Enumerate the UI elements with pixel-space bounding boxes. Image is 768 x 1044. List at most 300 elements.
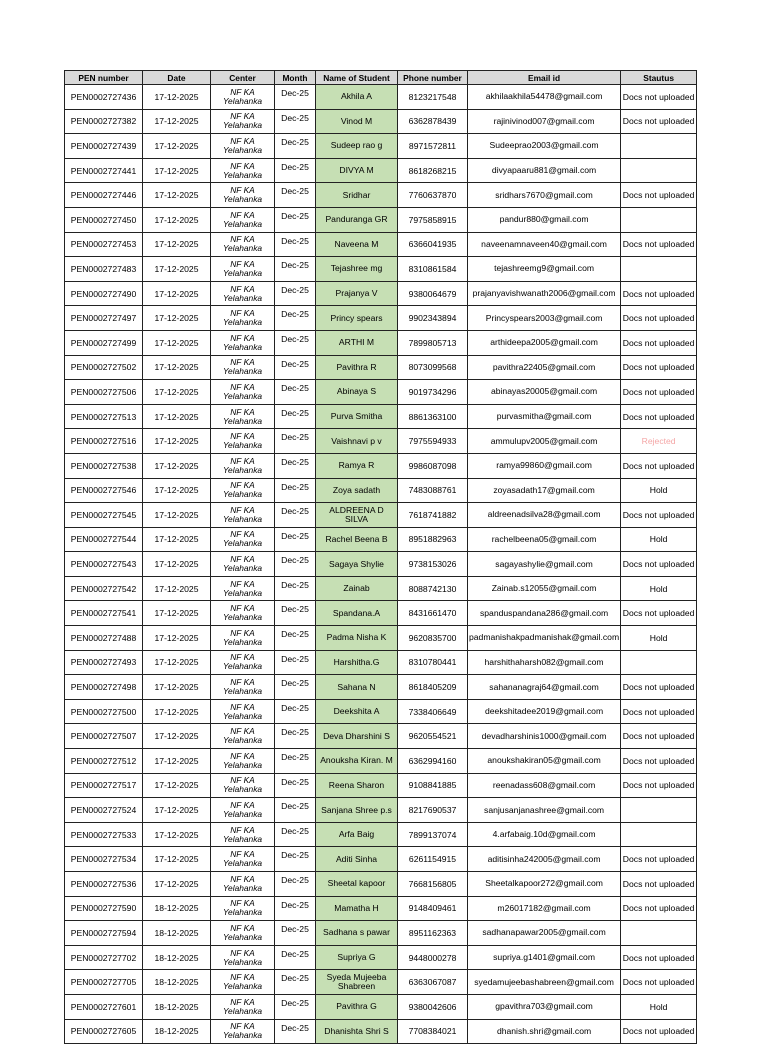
email-cell[interactable]: purvasmitha@gmail.com [468,404,621,429]
pen-number-cell[interactable]: PEN0002727524 [65,798,143,823]
month-cell[interactable]: Dec-25 [275,453,316,478]
student-name-cell[interactable]: Harshitha.G [316,650,398,675]
month-cell[interactable]: Dec-25 [275,257,316,282]
date-cell[interactable]: 17-12-2025 [143,281,211,306]
month-cell[interactable]: Dec-25 [275,921,316,946]
status-cell[interactable]: Docs not uploaded [621,847,697,872]
center-cell[interactable]: NF KA Yelahanka [211,158,275,183]
status-cell[interactable]: Docs not uploaded [621,355,697,380]
pen-number-cell[interactable]: PEN0002727499 [65,330,143,355]
email-cell[interactable]: Sheetalkapoor272@gmail.com [468,872,621,897]
status-cell[interactable]: Docs not uploaded [621,699,697,724]
phone-number-cell[interactable]: 7618741882 [398,503,468,528]
center-cell[interactable]: NF KA Yelahanka [211,85,275,110]
student-name-cell[interactable]: Prajanya V [316,281,398,306]
header-status[interactable]: Stautus [621,71,697,85]
email-cell[interactable]: sahananagraj64@gmail.com [468,675,621,700]
center-cell[interactable]: NF KA Yelahanka [211,478,275,503]
date-cell[interactable]: 17-12-2025 [143,822,211,847]
status-cell[interactable]: Hold [621,994,697,1019]
email-cell[interactable]: Princyspears2003@gmail.com [468,306,621,331]
status-cell[interactable]: Docs not uploaded [621,109,697,134]
center-cell[interactable]: NF KA Yelahanka [211,257,275,282]
student-name-cell[interactable]: Padma Nisha K [316,626,398,651]
phone-number-cell[interactable]: 8431661470 [398,601,468,626]
status-cell[interactable]: Docs not uploaded [621,330,697,355]
email-cell[interactable]: ammulupv2005@gmail.com [468,429,621,454]
center-cell[interactable]: NF KA Yelahanka [211,626,275,651]
student-name-cell[interactable]: Zainab [316,576,398,601]
email-cell[interactable]: gpavithra703@gmail.com [468,994,621,1019]
pen-number-cell[interactable]: PEN0002727513 [65,404,143,429]
header-center[interactable]: Center [211,71,275,85]
pen-number-cell[interactable]: PEN0002727594 [65,921,143,946]
pen-number-cell[interactable]: PEN0002727546 [65,478,143,503]
student-name-cell[interactable]: Supriya G [316,945,398,970]
pen-number-cell[interactable]: PEN0002727545 [65,503,143,528]
center-cell[interactable]: NF KA Yelahanka [211,798,275,823]
month-cell[interactable]: Dec-25 [275,207,316,232]
student-name-cell[interactable]: Vinod M [316,109,398,134]
date-cell[interactable]: 17-12-2025 [143,650,211,675]
month-cell[interactable]: Dec-25 [275,306,316,331]
phone-number-cell[interactable]: 9448000278 [398,945,468,970]
date-cell[interactable]: 18-12-2025 [143,921,211,946]
pen-number-cell[interactable]: PEN0002727542 [65,576,143,601]
month-cell[interactable]: Dec-25 [275,724,316,749]
center-cell[interactable]: NF KA Yelahanka [211,380,275,405]
student-name-cell[interactable]: Dhanishta Shri S [316,1019,398,1044]
status-cell[interactable]: Docs not uploaded [621,281,697,306]
email-cell[interactable]: zoyasadath17@gmail.com [468,478,621,503]
date-cell[interactable]: 17-12-2025 [143,355,211,380]
email-cell[interactable]: spanduspandana286@gmail.com [468,601,621,626]
header-month[interactable]: Month [275,71,316,85]
date-cell[interactable]: 17-12-2025 [143,232,211,257]
status-cell[interactable] [621,134,697,159]
phone-number-cell[interactable]: 6366041935 [398,232,468,257]
student-name-cell[interactable]: Sheetal kapoor [316,872,398,897]
email-cell[interactable]: ramya99860@gmail.com [468,453,621,478]
pen-number-cell[interactable]: PEN0002727450 [65,207,143,232]
status-cell[interactable] [621,798,697,823]
phone-number-cell[interactable]: 9738153026 [398,552,468,577]
date-cell[interactable]: 17-12-2025 [143,257,211,282]
pen-number-cell[interactable]: PEN0002727446 [65,183,143,208]
month-cell[interactable]: Dec-25 [275,773,316,798]
pen-number-cell[interactable]: PEN0002727493 [65,650,143,675]
student-name-cell[interactable]: Sridhar [316,183,398,208]
phone-number-cell[interactable]: 9148409461 [398,896,468,921]
status-cell[interactable]: Docs not uploaded [621,453,697,478]
center-cell[interactable]: NF KA Yelahanka [211,847,275,872]
phone-number-cell[interactable]: 9019734296 [398,380,468,405]
phone-number-cell[interactable]: 7760637870 [398,183,468,208]
status-cell[interactable] [621,257,697,282]
phone-number-cell[interactable]: 8088742130 [398,576,468,601]
status-cell[interactable]: Docs not uploaded [621,85,697,110]
phone-number-cell[interactable]: 7899805713 [398,330,468,355]
date-cell[interactable]: 17-12-2025 [143,773,211,798]
pen-number-cell[interactable]: PEN0002727453 [65,232,143,257]
center-cell[interactable]: NF KA Yelahanka [211,404,275,429]
email-cell[interactable]: pavithra22405@gmail.com [468,355,621,380]
phone-number-cell[interactable]: 8310780441 [398,650,468,675]
center-cell[interactable]: NF KA Yelahanka [211,453,275,478]
header-date[interactable]: Date [143,71,211,85]
center-cell[interactable]: NF KA Yelahanka [211,699,275,724]
email-cell[interactable]: Sudeeprao2003@gmail.com [468,134,621,159]
status-cell[interactable]: Docs not uploaded [621,872,697,897]
student-name-cell[interactable]: Panduranga GR [316,207,398,232]
student-name-cell[interactable]: Sudeep rao g [316,134,398,159]
student-name-cell[interactable]: Tejashree mg [316,257,398,282]
pen-number-cell[interactable]: PEN0002727498 [65,675,143,700]
student-name-cell[interactable]: Syeda Mujeeba Shabreen [316,970,398,995]
month-cell[interactable]: Dec-25 [275,576,316,601]
pen-number-cell[interactable]: PEN0002727534 [65,847,143,872]
email-cell[interactable]: arthideepa2005@gmail.com [468,330,621,355]
status-cell[interactable]: Docs not uploaded [621,183,697,208]
phone-number-cell[interactable]: 9108841885 [398,773,468,798]
center-cell[interactable]: NF KA Yelahanka [211,330,275,355]
month-cell[interactable]: Dec-25 [275,478,316,503]
phone-number-cell[interactable]: 8861363100 [398,404,468,429]
date-cell[interactable]: 17-12-2025 [143,552,211,577]
date-cell[interactable]: 17-12-2025 [143,330,211,355]
student-name-cell[interactable]: Deekshita A [316,699,398,724]
center-cell[interactable]: NF KA Yelahanka [211,576,275,601]
phone-number-cell[interactable]: 9380042606 [398,994,468,1019]
phone-number-cell[interactable]: 8951162363 [398,921,468,946]
center-cell[interactable]: NF KA Yelahanka [211,773,275,798]
month-cell[interactable]: Dec-25 [275,626,316,651]
center-cell[interactable]: NF KA Yelahanka [211,822,275,847]
date-cell[interactable]: 17-12-2025 [143,798,211,823]
student-name-cell[interactable]: Purva Smitha [316,404,398,429]
month-cell[interactable]: Dec-25 [275,404,316,429]
pen-number-cell[interactable]: PEN0002727490 [65,281,143,306]
pen-number-cell[interactable]: PEN0002727705 [65,970,143,995]
pen-number-cell[interactable]: PEN0002727538 [65,453,143,478]
center-cell[interactable]: NF KA Yelahanka [211,134,275,159]
month-cell[interactable]: Dec-25 [275,749,316,774]
center-cell[interactable]: NF KA Yelahanka [211,945,275,970]
pen-number-cell[interactable]: PEN0002727512 [65,749,143,774]
date-cell[interactable]: 17-12-2025 [143,576,211,601]
phone-number-cell[interactable]: 8123217548 [398,85,468,110]
status-cell[interactable] [621,650,697,675]
date-cell[interactable]: 17-12-2025 [143,872,211,897]
month-cell[interactable]: Dec-25 [275,945,316,970]
phone-number-cell[interactable]: 6363067087 [398,970,468,995]
date-cell[interactable]: 17-12-2025 [143,404,211,429]
status-cell[interactable]: Docs not uploaded [621,970,697,995]
pen-number-cell[interactable]: PEN0002727500 [65,699,143,724]
month-cell[interactable]: Dec-25 [275,134,316,159]
pen-number-cell[interactable]: PEN0002727601 [65,994,143,1019]
email-cell[interactable]: abinayas20005@gmail.com [468,380,621,405]
center-cell[interactable]: NF KA Yelahanka [211,109,275,134]
pen-number-cell[interactable]: PEN0002727436 [65,85,143,110]
pen-number-cell[interactable]: PEN0002727502 [65,355,143,380]
date-cell[interactable]: 17-12-2025 [143,183,211,208]
email-cell[interactable]: dhanish.shri@gmail.com [468,1019,621,1044]
student-name-cell[interactable]: Sahana N [316,675,398,700]
phone-number-cell[interactable]: 8618405209 [398,675,468,700]
month-cell[interactable]: Dec-25 [275,232,316,257]
center-cell[interactable]: NF KA Yelahanka [211,503,275,528]
pen-number-cell[interactable]: PEN0002727517 [65,773,143,798]
center-cell[interactable]: NF KA Yelahanka [211,355,275,380]
student-name-cell[interactable]: ARTHI M [316,330,398,355]
phone-number-cell[interactable]: 8971572811 [398,134,468,159]
date-cell[interactable]: 18-12-2025 [143,896,211,921]
email-cell[interactable]: sadhanapawar2005@gmail.com [468,921,621,946]
center-cell[interactable]: NF KA Yelahanka [211,675,275,700]
student-name-cell[interactable]: Deva Dharshini S [316,724,398,749]
phone-number-cell[interactable]: 7975594933 [398,429,468,454]
status-cell[interactable]: Docs not uploaded [621,601,697,626]
email-cell[interactable]: harshithaharsh082@gmail.com [468,650,621,675]
phone-number-cell[interactable]: 9620554521 [398,724,468,749]
pen-number-cell[interactable]: PEN0002727702 [65,945,143,970]
phone-number-cell[interactable]: 6362994160 [398,749,468,774]
month-cell[interactable]: Dec-25 [275,699,316,724]
status-cell[interactable]: Docs not uploaded [621,773,697,798]
pen-number-cell[interactable]: PEN0002727497 [65,306,143,331]
center-cell[interactable]: NF KA Yelahanka [211,232,275,257]
status-cell[interactable] [621,158,697,183]
pen-number-cell[interactable]: PEN0002727536 [65,872,143,897]
month-cell[interactable]: Dec-25 [275,281,316,306]
phone-number-cell[interactable]: 8310861584 [398,257,468,282]
month-cell[interactable]: Dec-25 [275,330,316,355]
phone-number-cell[interactable]: 8618268215 [398,158,468,183]
email-cell[interactable]: devadharshinis1000@gmail.com [468,724,621,749]
status-cell[interactable]: Docs not uploaded [621,1019,697,1044]
student-name-cell[interactable]: Naveena M [316,232,398,257]
phone-number-cell[interactable]: 6261154915 [398,847,468,872]
center-cell[interactable]: NF KA Yelahanka [211,207,275,232]
center-cell[interactable]: NF KA Yelahanka [211,527,275,552]
status-cell[interactable]: Hold [621,626,697,651]
center-cell[interactable]: NF KA Yelahanka [211,724,275,749]
email-cell[interactable]: divyapaaru881@gmail.com [468,158,621,183]
status-cell[interactable] [621,822,697,847]
month-cell[interactable]: Dec-25 [275,109,316,134]
month-cell[interactable]: Dec-25 [275,527,316,552]
month-cell[interactable]: Dec-25 [275,85,316,110]
date-cell[interactable]: 17-12-2025 [143,699,211,724]
month-cell[interactable]: Dec-25 [275,1019,316,1044]
date-cell[interactable]: 17-12-2025 [143,85,211,110]
month-cell[interactable]: Dec-25 [275,896,316,921]
status-cell[interactable]: Hold [621,527,697,552]
center-cell[interactable]: NF KA Yelahanka [211,281,275,306]
status-cell[interactable]: Docs not uploaded [621,380,697,405]
date-cell[interactable]: 17-12-2025 [143,847,211,872]
header-pen-number[interactable]: PEN number [65,71,143,85]
pen-number-cell[interactable]: PEN0002727544 [65,527,143,552]
student-name-cell[interactable]: Ramya R [316,453,398,478]
date-cell[interactable]: 17-12-2025 [143,601,211,626]
status-cell[interactable]: Hold [621,478,697,503]
center-cell[interactable]: NF KA Yelahanka [211,183,275,208]
month-cell[interactable]: Dec-25 [275,650,316,675]
date-cell[interactable]: 18-12-2025 [143,1019,211,1044]
date-cell[interactable]: 17-12-2025 [143,158,211,183]
phone-number-cell[interactable]: 7483088761 [398,478,468,503]
email-cell[interactable]: supriya.g1401@gmail.com [468,945,621,970]
month-cell[interactable]: Dec-25 [275,847,316,872]
student-name-cell[interactable]: Reena Sharon [316,773,398,798]
status-cell[interactable]: Docs not uploaded [621,306,697,331]
date-cell[interactable]: 17-12-2025 [143,724,211,749]
student-name-cell[interactable]: Akhila A [316,85,398,110]
center-cell[interactable]: NF KA Yelahanka [211,970,275,995]
phone-number-cell[interactable]: 9620835700 [398,626,468,651]
pen-number-cell[interactable]: PEN0002727541 [65,601,143,626]
month-cell[interactable]: Dec-25 [275,994,316,1019]
center-cell[interactable]: NF KA Yelahanka [211,921,275,946]
email-cell[interactable]: sagayashylie@gmail.com [468,552,621,577]
header-phone-number[interactable]: Phone number [398,71,468,85]
month-cell[interactable]: Dec-25 [275,355,316,380]
date-cell[interactable]: 17-12-2025 [143,109,211,134]
student-name-cell[interactable]: Princy spears [316,306,398,331]
email-cell[interactable]: m26017182@gmail.com [468,896,621,921]
pen-number-cell[interactable]: PEN0002727605 [65,1019,143,1044]
student-name-cell[interactable]: Sagaya Shylie [316,552,398,577]
month-cell[interactable]: Dec-25 [275,158,316,183]
date-cell[interactable]: 18-12-2025 [143,945,211,970]
student-name-cell[interactable]: Arfa Baig [316,822,398,847]
status-cell[interactable] [621,207,697,232]
phone-number-cell[interactable]: 8217690537 [398,798,468,823]
student-name-cell[interactable]: Anouksha Kiran. M [316,749,398,774]
month-cell[interactable]: Dec-25 [275,380,316,405]
month-cell[interactable]: Dec-25 [275,675,316,700]
center-cell[interactable]: NF KA Yelahanka [211,429,275,454]
phone-number-cell[interactable]: 7975858915 [398,207,468,232]
email-cell[interactable]: prajanyavishwanath2006@gmail.com [468,281,621,306]
pen-number-cell[interactable]: PEN0002727516 [65,429,143,454]
student-name-cell[interactable]: Mamatha H [316,896,398,921]
phone-number-cell[interactable]: 9380064679 [398,281,468,306]
status-cell[interactable]: Docs not uploaded [621,945,697,970]
student-name-cell[interactable]: Sanjana Shree p.s [316,798,398,823]
email-cell[interactable]: akhilaakhila54478@gmail.com [468,85,621,110]
center-cell[interactable]: NF KA Yelahanka [211,896,275,921]
student-name-cell[interactable]: Pavithra R [316,355,398,380]
email-cell[interactable]: rachelbeena05@gmail.com [468,527,621,552]
date-cell[interactable]: 18-12-2025 [143,970,211,995]
center-cell[interactable]: NF KA Yelahanka [211,650,275,675]
pen-number-cell[interactable]: PEN0002727533 [65,822,143,847]
email-cell[interactable]: tejashreemg9@gmail.com [468,257,621,282]
student-name-cell[interactable]: Rachel Beena B [316,527,398,552]
status-cell[interactable]: Docs not uploaded [621,232,697,257]
phone-number-cell[interactable]: 9986087098 [398,453,468,478]
date-cell[interactable]: 17-12-2025 [143,207,211,232]
header-name-of-student[interactable]: Name of Student [316,71,398,85]
month-cell[interactable]: Dec-25 [275,429,316,454]
email-cell[interactable]: 4.arfabaig.10d@gmail.com [468,822,621,847]
pen-number-cell[interactable]: PEN0002727483 [65,257,143,282]
center-cell[interactable]: NF KA Yelahanka [211,552,275,577]
status-cell[interactable]: Hold [621,576,697,601]
center-cell[interactable]: NF KA Yelahanka [211,1019,275,1044]
date-cell[interactable]: 17-12-2025 [143,380,211,405]
student-name-cell[interactable]: ALDREENA D SILVA [316,503,398,528]
month-cell[interactable]: Dec-25 [275,503,316,528]
student-name-cell[interactable]: Abinaya S [316,380,398,405]
date-cell[interactable]: 17-12-2025 [143,429,211,454]
date-cell[interactable]: 17-12-2025 [143,306,211,331]
phone-number-cell[interactable]: 7708384021 [398,1019,468,1044]
date-cell[interactable]: 17-12-2025 [143,503,211,528]
status-cell[interactable] [621,921,697,946]
center-cell[interactable]: NF KA Yelahanka [211,872,275,897]
month-cell[interactable]: Dec-25 [275,822,316,847]
pen-number-cell[interactable]: PEN0002727543 [65,552,143,577]
status-cell[interactable]: Docs not uploaded [621,749,697,774]
date-cell[interactable]: 17-12-2025 [143,478,211,503]
pen-number-cell[interactable]: PEN0002727441 [65,158,143,183]
month-cell[interactable]: Dec-25 [275,183,316,208]
date-cell[interactable]: 18-12-2025 [143,994,211,1019]
student-name-cell[interactable]: Zoya sadath [316,478,398,503]
email-cell[interactable]: reenadass608@gmail.com [468,773,621,798]
email-cell[interactable]: padmanishakpadmanishak@gmail.com [468,626,621,651]
status-cell[interactable]: Rejected [621,429,697,454]
phone-number-cell[interactable]: 7899137074 [398,822,468,847]
date-cell[interactable]: 17-12-2025 [143,527,211,552]
date-cell[interactable]: 17-12-2025 [143,453,211,478]
month-cell[interactable]: Dec-25 [275,601,316,626]
email-cell[interactable]: syedamujeebashabreen@gmail.com [468,970,621,995]
date-cell[interactable]: 17-12-2025 [143,749,211,774]
email-cell[interactable]: rajinivinod007@gmail.com [468,109,621,134]
email-cell[interactable]: deekshitadee2019@gmail.com [468,699,621,724]
center-cell[interactable]: NF KA Yelahanka [211,601,275,626]
student-name-cell[interactable]: Spandana.A [316,601,398,626]
email-cell[interactable]: anoukshakiran05@gmail.com [468,749,621,774]
email-cell[interactable]: sridhars7670@gmail.com [468,183,621,208]
month-cell[interactable]: Dec-25 [275,970,316,995]
email-cell[interactable]: pandur880@gmail.com [468,207,621,232]
email-cell[interactable]: aditisinha242005@gmail.com [468,847,621,872]
date-cell[interactable]: 17-12-2025 [143,626,211,651]
month-cell[interactable]: Dec-25 [275,552,316,577]
status-cell[interactable]: Docs not uploaded [621,552,697,577]
phone-number-cell[interactable]: 8073099568 [398,355,468,380]
date-cell[interactable]: 17-12-2025 [143,134,211,159]
phone-number-cell[interactable]: 9902343894 [398,306,468,331]
header-email-id[interactable]: Email id [468,71,621,85]
month-cell[interactable]: Dec-25 [275,798,316,823]
status-cell[interactable]: Docs not uploaded [621,724,697,749]
pen-number-cell[interactable]: PEN0002727506 [65,380,143,405]
pen-number-cell[interactable]: PEN0002727488 [65,626,143,651]
student-name-cell[interactable]: Vaishnavi p v [316,429,398,454]
center-cell[interactable]: NF KA Yelahanka [211,994,275,1019]
student-name-cell[interactable]: Pavithra G [316,994,398,1019]
phone-number-cell[interactable]: 6362878439 [398,109,468,134]
center-cell[interactable]: NF KA Yelahanka [211,749,275,774]
pen-number-cell[interactable]: PEN0002727439 [65,134,143,159]
